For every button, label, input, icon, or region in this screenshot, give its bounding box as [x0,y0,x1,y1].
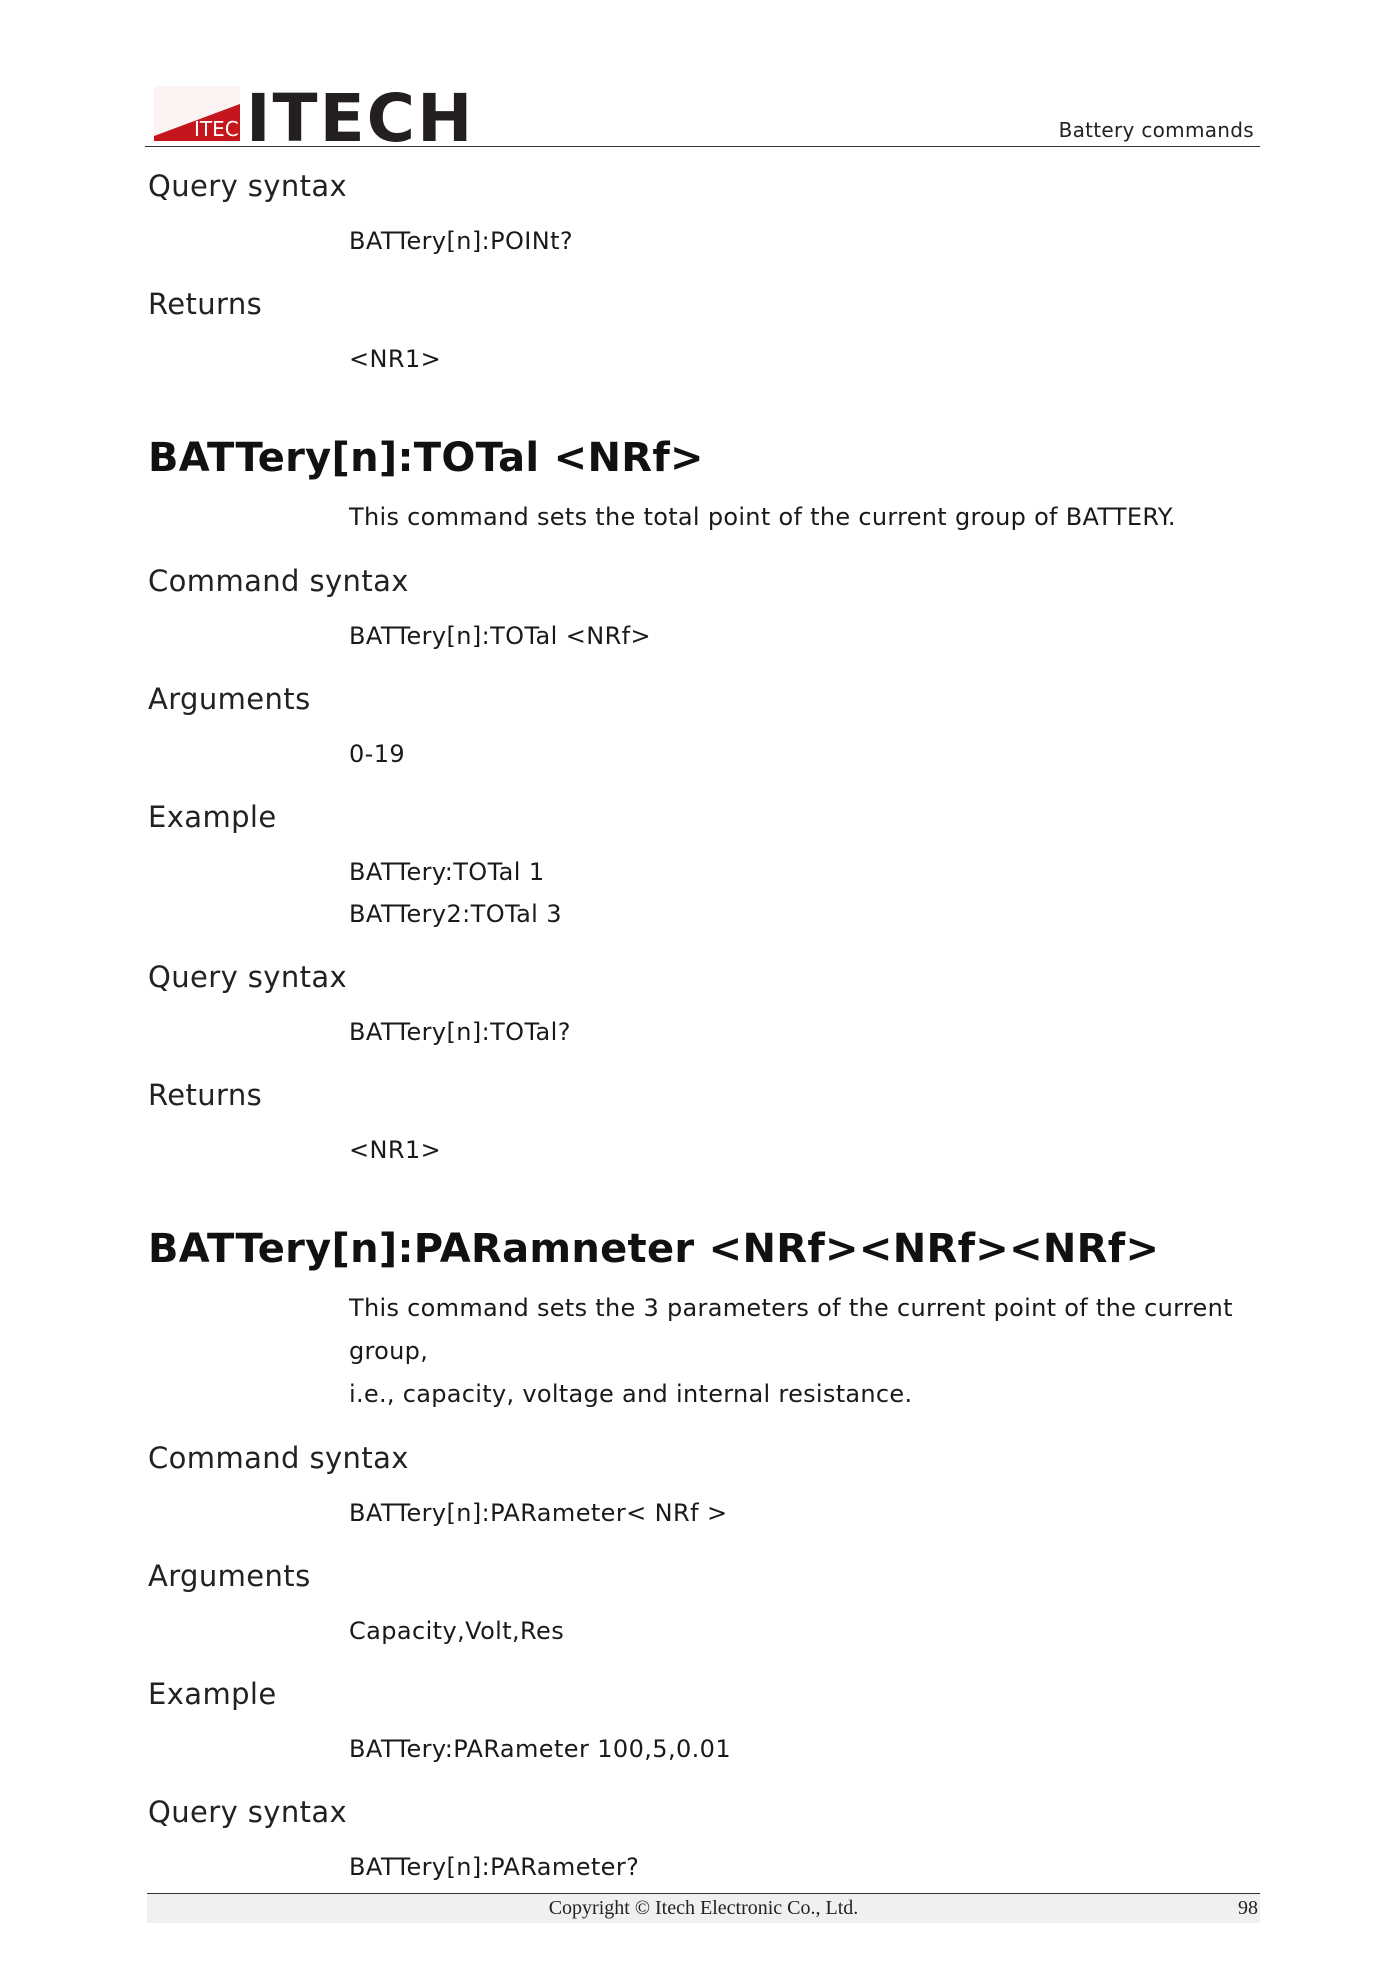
param-query-syntax-label: Query syntax [148,1795,348,1829]
total-command-syntax-label: Command syntax [148,564,409,598]
total-example-block [148,851,1260,935]
header-section-title: Battery commands [1058,118,1254,142]
total-query-syntax-value: BATTery[n]:TOTal? [349,1018,571,1046]
param-command-syntax-label: Command syntax [148,1441,409,1475]
footer-page-number: 98 [1238,1897,1258,1919]
page-content [148,146,1260,1888]
param-description [349,1287,1260,1416]
total-example-label: Example [148,800,277,834]
param-arguments-value: Capacity,Volt,Res [349,1617,565,1645]
query-syntax-value: BATTery[n]:POINt? [349,227,574,255]
param-description-line: i.e., capacity, voltage and internal resistance. [349,1380,913,1408]
total-returns-value: <NR1> [349,1136,442,1164]
logo-badge-text: ITECH [194,117,254,141]
total-example-line: BATTery2:TOTal 3 [349,900,562,928]
total-query-syntax-label: Query syntax [148,960,348,994]
total-returns-label: Returns [148,1078,263,1112]
param-example-label: Example [148,1677,277,1711]
logo-text: ITECH [246,84,474,146]
param-arguments-label: Arguments [148,1559,311,1593]
total-arguments-label: Arguments [148,682,311,716]
page-footer [147,1893,1260,1923]
returns-label: Returns [148,287,263,321]
query-syntax-label: Query syntax [148,169,348,203]
param-example-value: BATTery:PARameter 100,5,0.01 [349,1735,732,1763]
param-command-heading: BATTery[n]:PARamneter <NRf><NRf><NRf> [148,1226,1160,1272]
itech-logo [154,84,474,146]
page-header [145,78,1260,147]
total-command-heading: BATTery[n]:TOTal <NRf> [148,435,704,481]
param-command-syntax-value: BATTery[n]:PARameter< NRf > [349,1499,728,1527]
returns-value: <NR1> [349,345,442,373]
footer-copyright: Copyright © Itech Electronic Co., Ltd. [548,1897,859,1919]
param-query-syntax-value: BATTery[n]:PARameter? [349,1853,640,1881]
total-example-line: BATTery:TOTal 1 [349,858,545,886]
param-description-line: This command sets the 3 parameters of the current point of the current group, [349,1294,1233,1365]
total-description: This command sets the total point of the current group of BATTERY. [349,503,1176,531]
total-command-syntax-value: BATTery[n]:TOTal <NRf> [349,622,652,650]
total-arguments-value: 0-19 [349,740,406,768]
